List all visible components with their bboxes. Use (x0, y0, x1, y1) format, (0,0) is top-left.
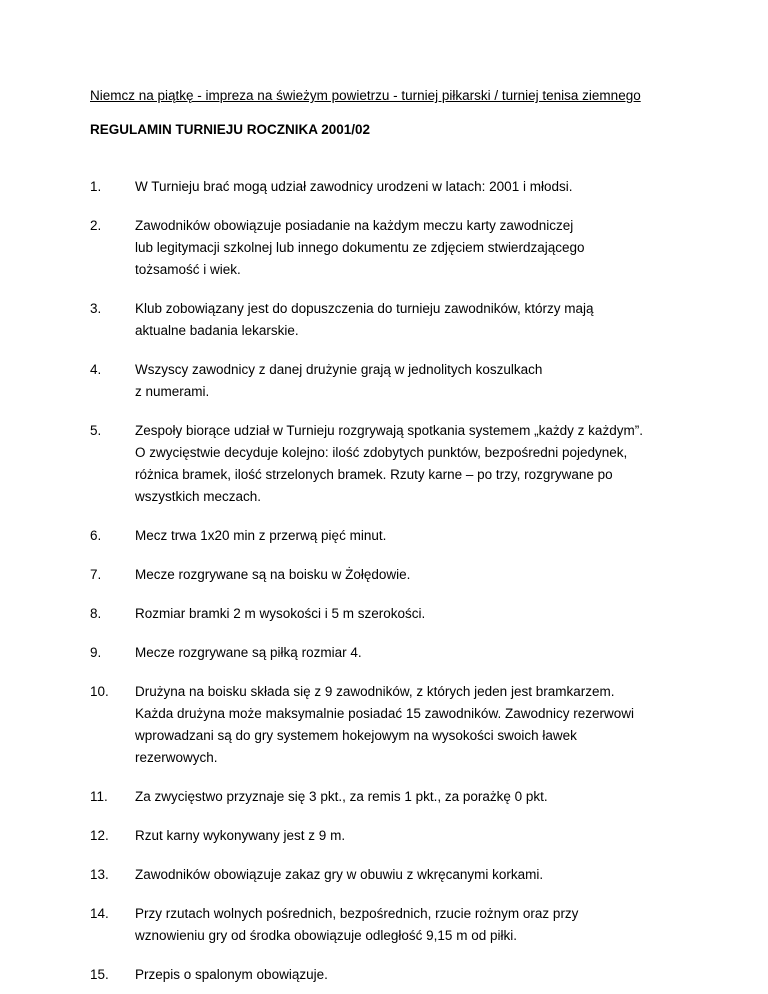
rule-text: Wszyscy zawodnicy z danej drużynie grają w jednolitych koszulkach z numerami. (135, 362, 543, 399)
document-heading: REGULAMIN TURNIEJU ROCZNIKA 2001/02 (90, 122, 371, 137)
rule-number: 2. (90, 218, 102, 233)
rule-number: 8. (90, 606, 102, 621)
rule-item (90, 864, 690, 886)
rule-text: Mecz trwa 1x20 min z przerwą pięć minut. (135, 528, 387, 543)
rule-number: 15. (90, 967, 109, 982)
rule-item (90, 359, 690, 403)
rule-item (90, 825, 690, 847)
document-header: Niemcz na piątkę - impreza na świeżym powietrzu - turniej piłkarski / turniej tenisa ziemnego (90, 88, 641, 103)
rule-text: Zawodników obowiązuje posiadanie na każdym meczu karty zawodniczej lub legitymacji szkolnej lub innego dokumentu ze zdjęciem stwierdzającego tożsamość i wiek. (135, 218, 585, 277)
rule-text: Klub zobowiązany jest do dopuszczenia do turnieju zawodników, którzy mają aktualne badania lekarskie. (135, 301, 594, 338)
rule-item (90, 298, 690, 342)
rule-text: Za zwycięstwo przyznaje się 3 pkt., za remis 1 pkt., za porażkę 0 pkt. (135, 789, 548, 804)
rule-number: 6. (90, 528, 102, 543)
rule-number: 13. (90, 867, 109, 882)
rule-text: Drużyna na boisku składa się z 9 zawodników, z których jeden jest bramkarzem. Każda drużyna może maksymalnie posiadać 15 zawodników. Zawodnicy rezerwowi wprowadzani są do gry systemem hokejowym na wysokości swoich ławek rezerwowych. (135, 684, 634, 765)
rule-item (90, 681, 690, 769)
rule-number: 1. (90, 179, 102, 194)
rule-number: 12. (90, 828, 109, 843)
rule-text: Zespoły biorące udział w Turnieju rozgrywają spotkania systemem „każdy z każdym”. O zwycięstwie decyduje kolejno: ilość zdobytych punktów, bezpośredni pojedynek, różnica bramek, ilość strzelonych bramek. Rzuty karne – po trzy, rozgrywane po wszystkich meczach. (135, 423, 643, 504)
rule-item (90, 525, 690, 547)
rule-number: 11. (90, 789, 108, 804)
rule-text: W Turnieju brać mogą udział zawodnicy urodzeni w latach: 2001 i młodsi. (135, 179, 573, 194)
rule-number: 9. (90, 645, 102, 660)
rule-number: 5. (90, 423, 102, 438)
rule-text: Rozmiar bramki 2 m wysokości i 5 m szerokości. (135, 606, 426, 621)
rule-item (90, 420, 690, 508)
rule-item (90, 176, 690, 198)
rule-item (90, 964, 690, 986)
rule-number: 7. (90, 567, 102, 582)
rule-text: Mecze rozgrywane są na boisku w Żołędowie. (135, 567, 411, 582)
rule-number: 3. (90, 301, 102, 316)
rule-text: Mecze rozgrywane są piłką rozmiar 4. (135, 645, 362, 660)
rule-item (90, 215, 690, 281)
rule-item (90, 786, 690, 808)
rule-number: 10. (90, 684, 109, 699)
rules-list (90, 176, 690, 986)
rule-number: 4. (90, 362, 102, 377)
rule-item (90, 603, 690, 625)
rule-text: Rzut karny wykonywany jest z 9 m. (135, 828, 346, 843)
rule-text: Przepis o spalonym obowiązuje. (135, 967, 328, 982)
rule-number: 14. (90, 906, 109, 921)
rule-text: Przy rzutach wolnych pośrednich, bezpośrednich, rzucie rożnym oraz przy wznowieniu gry od środka obowiązuje odległość 9,15 m od piłki. (135, 906, 579, 943)
rule-text: Zawodników obowiązuje zakaz gry w obuwiu z wkręcanymi korkami. (135, 867, 544, 882)
rule-item (90, 903, 690, 947)
rule-item (90, 564, 690, 586)
rule-item (90, 642, 690, 664)
